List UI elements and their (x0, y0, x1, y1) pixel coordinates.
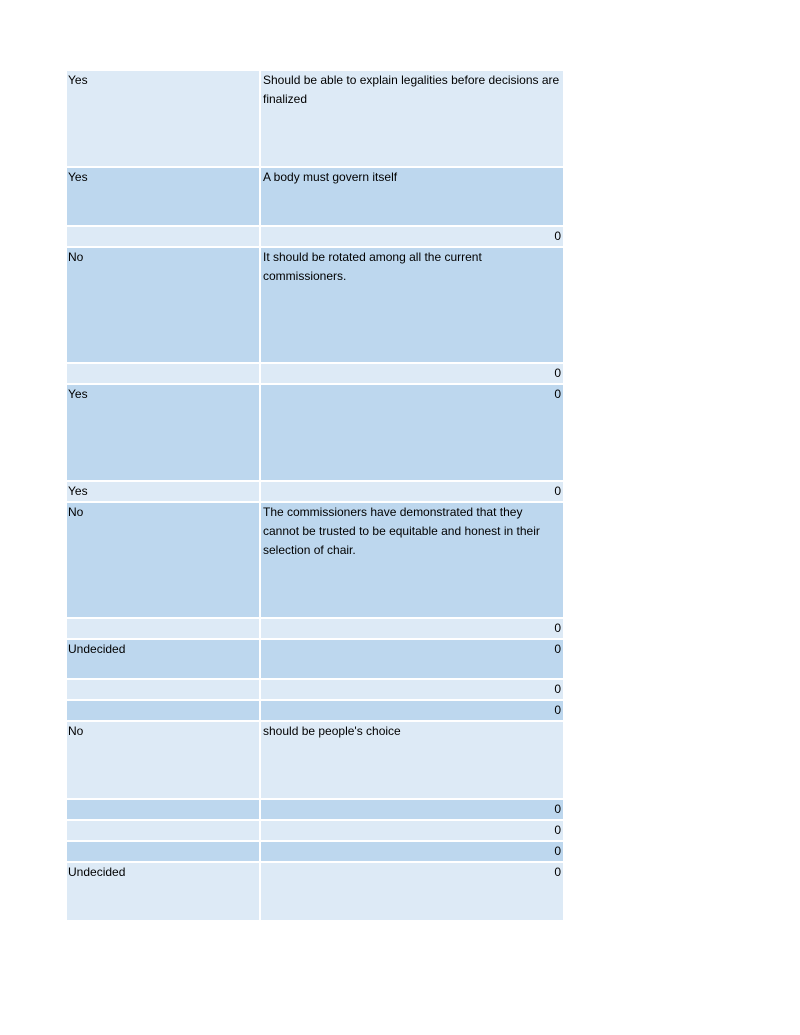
comment-cell (260, 384, 563, 481)
comment-cell (260, 721, 563, 799)
comment-cell (260, 71, 563, 167)
comment-text: The commissioners have demonstrated that they cannot be trusted to be equitable and honest in their selection of chair. (263, 505, 540, 557)
count-value: 0 (554, 484, 561, 498)
count-value: 0 (554, 865, 561, 879)
answer-cell (67, 226, 260, 247)
table-row (67, 71, 563, 167)
count-value: 0 (554, 642, 561, 656)
comment-cell (260, 841, 563, 862)
comment-cell (260, 639, 563, 679)
table-row (67, 841, 563, 862)
answer-cell (67, 799, 260, 820)
comment-cell (260, 363, 563, 384)
comment-cell (260, 226, 563, 247)
answer-text: Undecided (68, 865, 126, 879)
answer-cell (67, 639, 260, 679)
answer-text: Yes (68, 170, 88, 184)
answer-cell (67, 384, 260, 481)
comment-cell (260, 502, 563, 618)
table-row (67, 862, 563, 921)
count-value: 0 (554, 802, 561, 816)
table-row (67, 363, 563, 384)
comment-text: A body must govern itself (263, 170, 398, 184)
comment-cell (260, 167, 563, 226)
answer-cell (67, 618, 260, 639)
answer-cell (67, 481, 260, 502)
comment-text: Should be able to explain legalities before decisions are finalized (263, 73, 560, 106)
count-value: 0 (554, 682, 561, 696)
comment-text: should be people's choice (263, 724, 401, 738)
survey-table-body (67, 71, 563, 921)
answer-text: No (68, 505, 84, 519)
table-row (67, 721, 563, 799)
table-row (67, 639, 563, 679)
count-value: 0 (554, 387, 561, 401)
survey-table (67, 71, 563, 922)
table-row (67, 502, 563, 618)
table-row (67, 384, 563, 481)
table-row (67, 247, 563, 363)
comment-cell (260, 799, 563, 820)
count-value: 0 (554, 823, 561, 837)
table-row (67, 700, 563, 721)
comment-cell (260, 820, 563, 841)
answer-cell (67, 721, 260, 799)
answer-text: Undecided (68, 642, 126, 656)
comment-cell (260, 700, 563, 721)
answer-cell (67, 820, 260, 841)
answer-cell (67, 363, 260, 384)
table-row (67, 618, 563, 639)
table-row (67, 226, 563, 247)
table-row (67, 799, 563, 820)
table-row (67, 679, 563, 700)
table-row (67, 167, 563, 226)
answer-cell (67, 71, 260, 167)
comment-cell (260, 618, 563, 639)
table-row (67, 481, 563, 502)
comment-cell (260, 862, 563, 921)
answer-cell (67, 247, 260, 363)
answer-text: No (68, 250, 84, 264)
answer-cell (67, 502, 260, 618)
answer-cell (67, 679, 260, 700)
count-value: 0 (554, 703, 561, 717)
count-value: 0 (554, 366, 561, 380)
count-value: 0 (554, 229, 561, 243)
count-value: 0 (554, 621, 561, 635)
table-row (67, 820, 563, 841)
answer-text: Yes (68, 484, 88, 498)
comment-cell (260, 481, 563, 502)
answer-cell (67, 841, 260, 862)
answer-cell (67, 862, 260, 921)
answer-text: Yes (68, 73, 88, 87)
answer-text: No (68, 724, 84, 738)
count-value: 0 (554, 844, 561, 858)
answer-cell (67, 167, 260, 226)
comment-cell (260, 679, 563, 700)
answer-cell (67, 700, 260, 721)
comment-text: It should be rotated among all the current commissioners. (263, 250, 482, 283)
answer-text: Yes (68, 387, 88, 401)
comment-cell (260, 247, 563, 363)
